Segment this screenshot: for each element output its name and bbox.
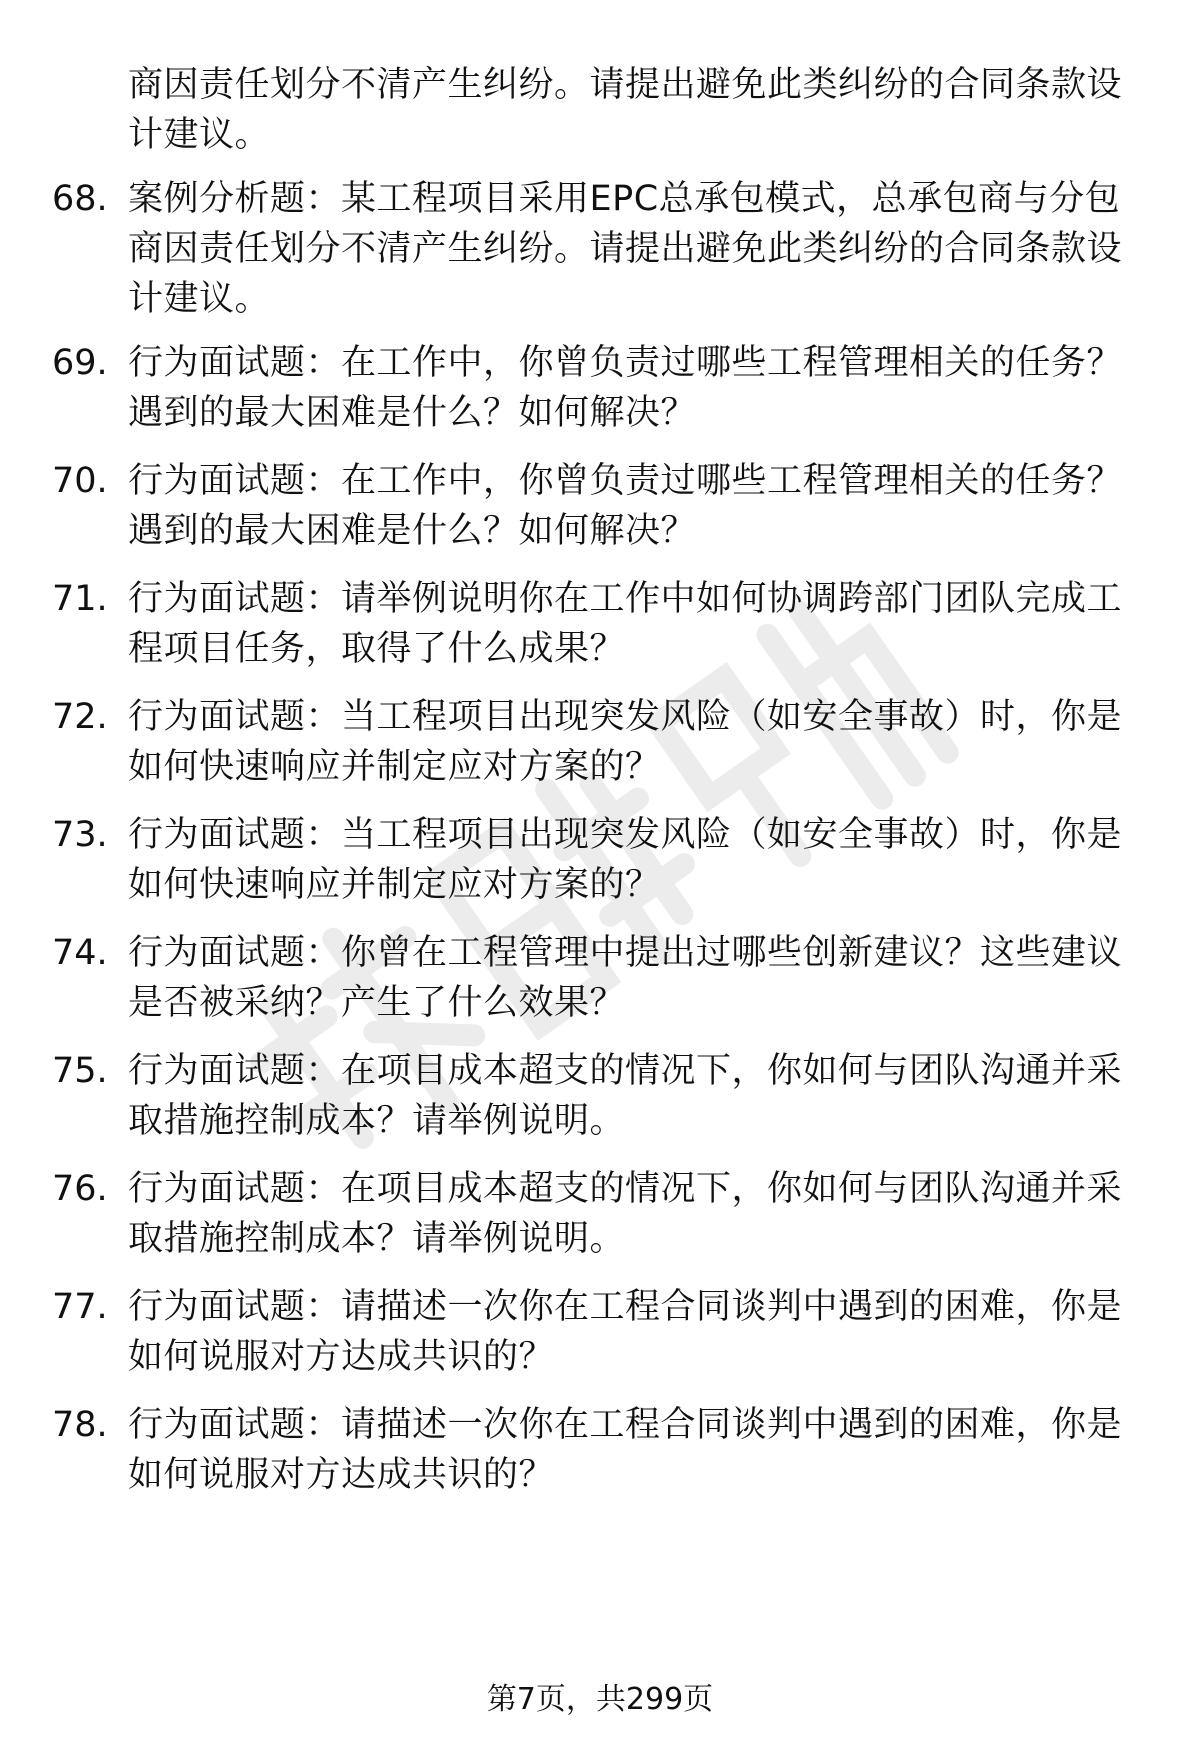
page-indicator: 第7页，共299页 xyxy=(486,1682,714,1717)
question-text: 行为面试题：在项目成本超支的情况下，你如何与团队沟通并采取措施控制成本？请举例说明。 xyxy=(128,1051,1123,1141)
question-text: 行为面试题：在工作中，你曾负责过哪些工程管理相关的任务？遇到的最大困难是什么？如何解决？ xyxy=(128,461,1123,551)
question-number: 73. xyxy=(52,815,108,855)
page-footer xyxy=(0,1680,1200,1720)
question-number: 70. xyxy=(52,461,108,501)
question-number: 72. xyxy=(52,697,108,737)
question-text: 行为面试题：你曾在工程管理中提出过哪些创新建议？这些建议是否被采纳？产生了什么效果？ xyxy=(128,933,1123,1023)
question-number: 78. xyxy=(52,1405,108,1445)
question-text: 行为面试题：当工程项目出现突发风险（如安全事故）时，你是如何快速响应并制定应对方案的？ xyxy=(128,815,1123,905)
question-text: 行为面试题：在工作中，你曾负责过哪些工程管理相关的任务？遇到的最大困难是什么？如何解决？ xyxy=(128,343,1123,433)
question-text: 行为面试题：请描述一次你在工程合同谈判中遇到的困难，你是如何说服对方达成共识的？ xyxy=(128,1287,1123,1377)
question-text: 行为面试题：请描述一次你在工程合同谈判中遇到的困难，你是如何说服对方达成共识的？ xyxy=(128,1405,1123,1495)
question-number: 74. xyxy=(52,933,108,973)
question-number: 69. xyxy=(52,343,108,383)
question-number: 68. xyxy=(52,179,108,219)
question-number: 75. xyxy=(52,1051,108,1091)
question-number: 76. xyxy=(52,1169,108,1209)
question-number: 77. xyxy=(52,1287,108,1327)
question-text: 案例分析题：某工程项目采用EPC总承包模式，总承包商与分包商因责任划分不清产生纠纷。请提出避免此类纠纷的合同条款设计建议。 xyxy=(128,179,1123,319)
continuation-text: 商因责任划分不清产生纠纷。请提出避免此类纠纷的合同条款设计建议。 xyxy=(128,65,1123,155)
question-text: 行为面试题：在项目成本超支的情况下，你如何与团队沟通并采取措施控制成本？请举例说明。 xyxy=(128,1169,1123,1259)
question-text: 行为面试题：请举例说明你在工作中如何协调跨部门团队完成工程项目任务，取得了什么成果？ xyxy=(128,579,1123,669)
question-number: 71. xyxy=(52,579,108,619)
question-text: 行为面试题：当工程项目出现突发风险（如安全事故）时，你是如何快速响应并制定应对方案的？ xyxy=(128,697,1123,787)
